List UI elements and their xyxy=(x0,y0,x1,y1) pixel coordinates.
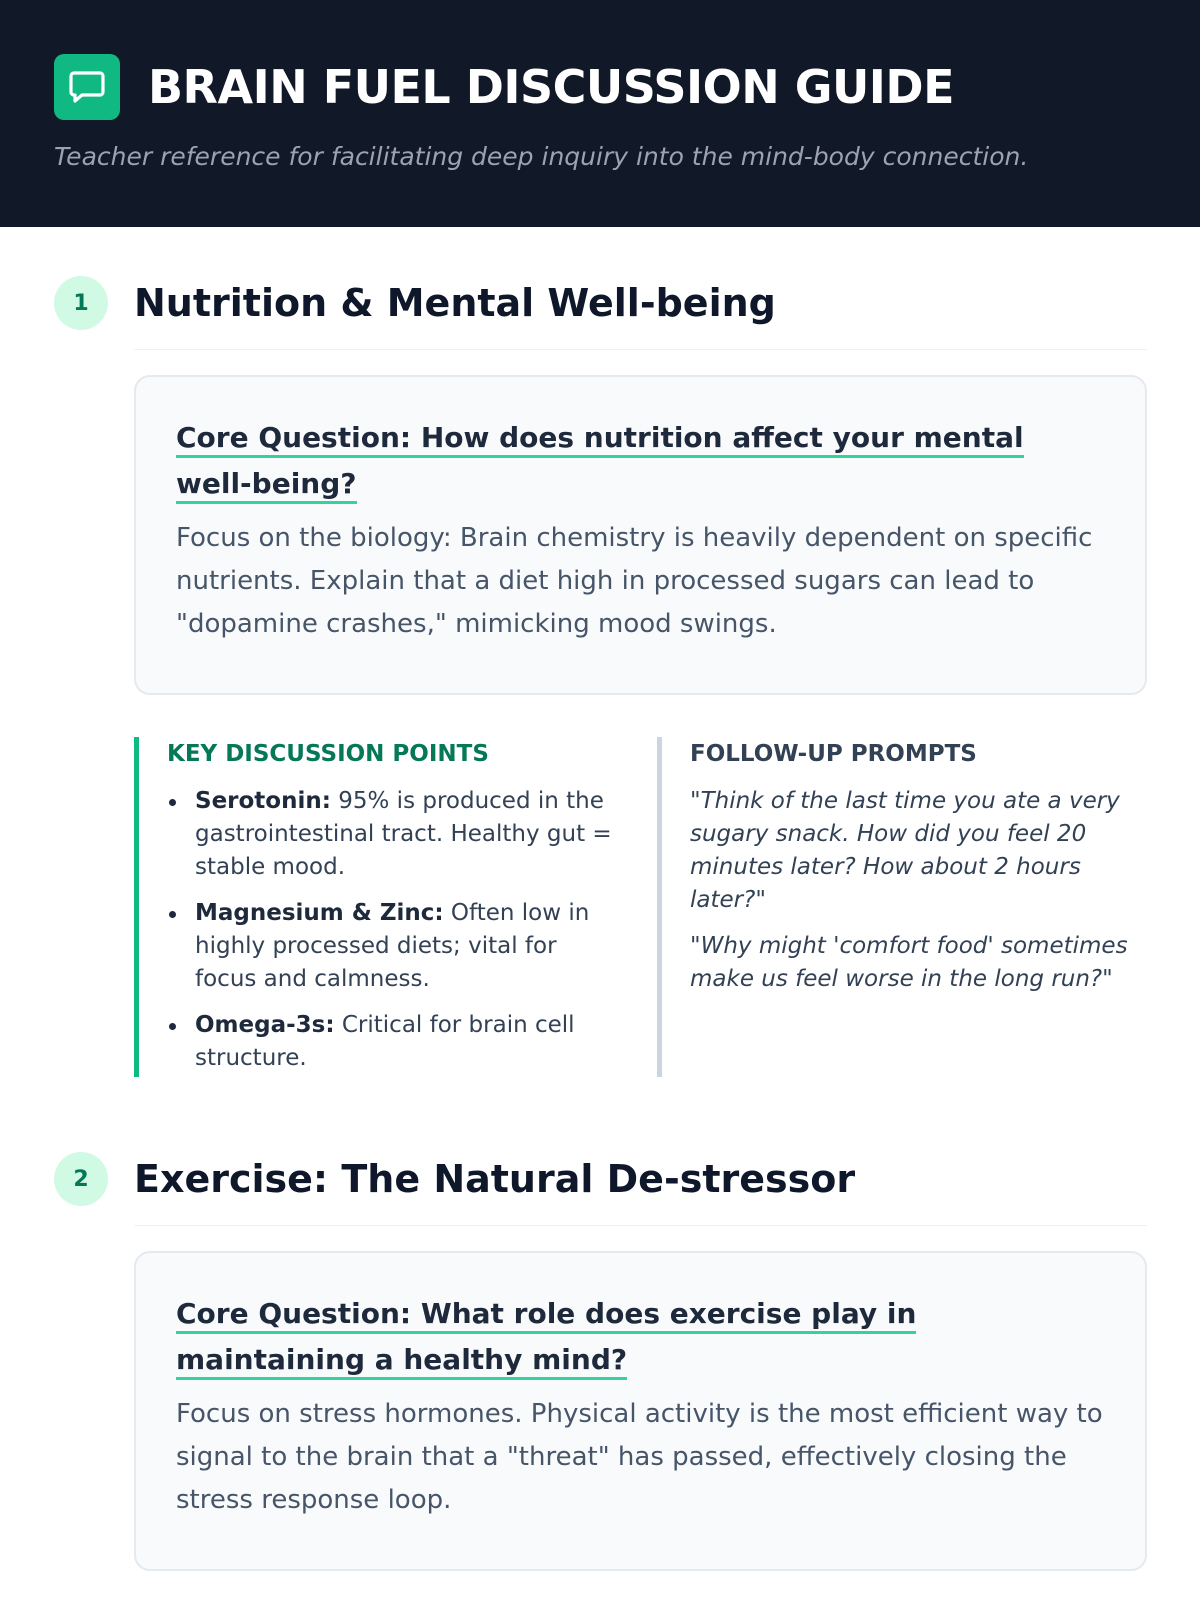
page-title: BRAIN FUEL DISCUSSION GUIDE xyxy=(148,60,955,114)
core-question-card xyxy=(134,1251,1147,1571)
core-question-card xyxy=(134,375,1147,695)
header-row xyxy=(54,54,1146,120)
chat-bubble-icon xyxy=(54,54,120,120)
key-points-list xyxy=(167,785,624,1075)
follow-up-heading: FOLLOW-UP PROMPTS xyxy=(690,741,977,767)
follow-up-prompts xyxy=(657,737,1147,1077)
follow-up-prompt: "Why might 'comfort food' sometimes make us feel worse in the long run?" xyxy=(690,933,1128,992)
list-item: Omega-3s: Critical for brain cell structure. xyxy=(167,1009,624,1075)
page-subtitle: Teacher reference for facilitating deep inquiry into the mind-body connection. xyxy=(54,142,1029,171)
list-item: Serotonin: 95% is produced in the gastrointestinal tract. Healthy gut = stable mood. xyxy=(167,785,624,884)
core-question: Core Question: How does nutrition affect your mental well-being? xyxy=(176,415,1105,507)
core-question-body: Focus on the biology: Brain chemistry is heavily dependent on specific nutrients. Explain that a diet high in processed sugars can lead to "dopamine crashes," mimicking mood swings. xyxy=(176,523,1093,639)
key-points-heading: KEY DISCUSSION POINTS xyxy=(167,741,489,767)
follow-up-prompt: "Think of the last time you ate a very sugary snack. How did you feel 20 minutes later? How about 2 hours later?" xyxy=(690,788,1120,913)
list-item: Magnesium & Zinc: Often low in highly processed diets; vital for focus and calmness. xyxy=(167,897,624,996)
section-title: Exercise: The Natural De-stressor xyxy=(134,1152,1147,1226)
section-number-badge: 2 xyxy=(54,1152,108,1206)
page-header xyxy=(0,0,1200,227)
section-number-badge: 1 xyxy=(54,276,108,330)
section-title: Nutrition & Mental Well-being xyxy=(134,276,1147,350)
key-discussion-points xyxy=(134,737,624,1077)
discussion-columns xyxy=(134,737,1147,1077)
core-question-body: Focus on stress hormones. Physical activity is the most efficient way to signal to the brain that a "threat" has passed, effectively closing the stress response loop. xyxy=(176,1399,1103,1515)
core-question: Core Question: What role does exercise play in maintaining a healthy mind? xyxy=(176,1291,1105,1383)
